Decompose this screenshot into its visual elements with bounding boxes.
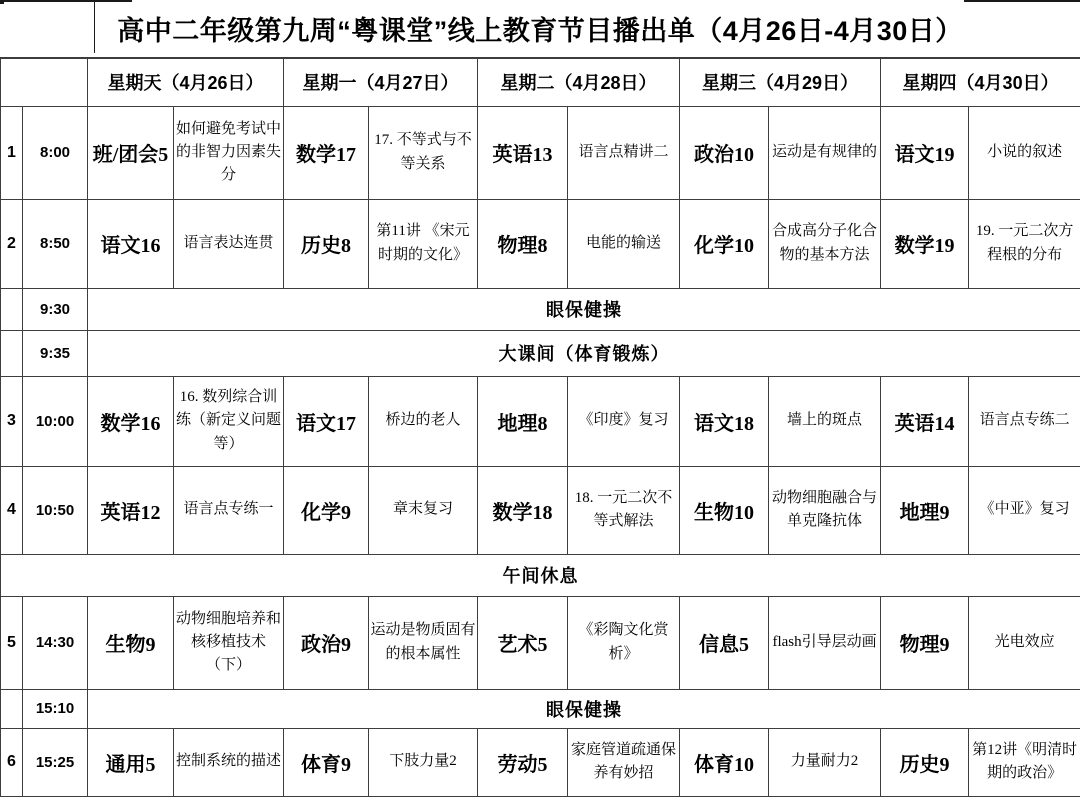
topic-cell: 光电效应 xyxy=(969,596,1080,689)
band-label: 大课间（体育锻炼） xyxy=(88,330,1080,376)
subject-cell: 语文19 xyxy=(881,106,969,199)
subject-cell: 艺术5 xyxy=(478,596,568,689)
subject-cell: 生物10 xyxy=(680,466,769,554)
table-row-period-1 xyxy=(1,106,1080,199)
table-row-eye-exercise-1 xyxy=(1,288,1080,330)
time-cell: 14:30 xyxy=(23,596,88,689)
subject-cell: 数学17 xyxy=(284,106,369,199)
subject-cell: 政治10 xyxy=(680,106,769,199)
period-number: 4 xyxy=(1,466,23,554)
subject-cell: 地理8 xyxy=(478,376,568,466)
subject-cell: 政治9 xyxy=(284,596,369,689)
subject-cell: 数学19 xyxy=(881,199,969,288)
topic-cell: 17. 不等式与不等关系 xyxy=(369,106,478,199)
cut-row-artifact xyxy=(964,0,1080,2)
subject-cell: 通用5 xyxy=(88,728,174,796)
topic-cell: flash引导层动画 xyxy=(769,596,881,689)
subject-cell: 地理9 xyxy=(881,466,969,554)
subject-cell: 劳动5 xyxy=(478,728,568,796)
cut-row-artifact xyxy=(0,0,132,2)
table-row-period-2 xyxy=(1,199,1080,288)
day-header-thursday: 星期四（4月30日） xyxy=(881,58,1080,106)
period-number: 2 xyxy=(1,199,23,288)
schedule-table xyxy=(0,57,1080,797)
period-number: 1 xyxy=(1,106,23,199)
topic-cell: 家庭管道疏通保养有妙招 xyxy=(568,728,680,796)
subject-cell: 数学18 xyxy=(478,466,568,554)
day-header-row xyxy=(1,58,1080,106)
topic-cell: 如何避免考试中的非智力因素失分 xyxy=(174,106,284,199)
subject-cell: 英语12 xyxy=(88,466,174,554)
band-label: 午间休息 xyxy=(1,554,1080,596)
topic-cell: 语言点专练二 xyxy=(969,376,1080,466)
topic-cell: 《印度》复习 xyxy=(568,376,680,466)
day-header-sunday: 星期天（4月26日） xyxy=(88,58,284,106)
day-header-monday: 星期一（4月27日） xyxy=(284,58,478,106)
time-cell: 9:35 xyxy=(23,330,88,376)
topic-cell: 动物细胞融合与单克隆抗体 xyxy=(769,466,881,554)
time-cell: 8:50 xyxy=(23,199,88,288)
subject-cell: 化学10 xyxy=(680,199,769,288)
time-cell: 15:10 xyxy=(23,689,88,728)
time-cell: 9:30 xyxy=(23,288,88,330)
subject-cell: 英语14 xyxy=(881,376,969,466)
subject-cell: 数学16 xyxy=(88,376,174,466)
subject-cell: 语文16 xyxy=(88,199,174,288)
topic-cell: 墙上的斑点 xyxy=(769,376,881,466)
topic-cell: 运动是物质固有的根本属性 xyxy=(369,596,478,689)
topic-cell: 章末复习 xyxy=(369,466,478,554)
topic-cell: 18. 一元二次不等式解法 xyxy=(568,466,680,554)
day-header-tuesday: 星期二（4月28日） xyxy=(478,58,680,106)
band-label: 眼保健操 xyxy=(88,689,1080,728)
period-number xyxy=(1,689,23,728)
topic-cell: 下肢力量2 xyxy=(369,728,478,796)
cut-row-artifact xyxy=(94,0,95,53)
topic-cell: 动物细胞培养和核移植技术（下） xyxy=(174,596,284,689)
time-cell: 10:00 xyxy=(23,376,88,466)
subject-cell: 信息5 xyxy=(680,596,769,689)
subject-cell: 生物9 xyxy=(88,596,174,689)
topic-cell: 合成高分子化合物的基本方法 xyxy=(769,199,881,288)
subject-cell: 物理8 xyxy=(478,199,568,288)
topic-cell: 控制系统的描述 xyxy=(174,728,284,796)
topic-cell: 《彩陶文化赏析》 xyxy=(568,596,680,689)
subject-cell: 化学9 xyxy=(284,466,369,554)
table-row-period-6 xyxy=(1,728,1080,796)
topic-cell: 语言点专练一 xyxy=(174,466,284,554)
topic-cell: 16. 数列综合训练（新定义问题等） xyxy=(174,376,284,466)
topic-cell: 力量耐力2 xyxy=(769,728,881,796)
day-header-wednesday: 星期三（4月29日） xyxy=(680,58,881,106)
subject-cell: 英语13 xyxy=(478,106,568,199)
time-cell: 10:50 xyxy=(23,466,88,554)
subject-cell: 语文18 xyxy=(680,376,769,466)
subject-cell: 体育9 xyxy=(284,728,369,796)
band-label: 眼保健操 xyxy=(88,288,1080,330)
cut-next-row xyxy=(0,797,1080,802)
period-number xyxy=(1,330,23,376)
topic-cell: 小说的叙述 xyxy=(969,106,1080,199)
period-number: 6 xyxy=(1,728,23,796)
topic-cell: 第12讲《明清时期的政治》 xyxy=(969,728,1080,796)
page-title: 高中二年级第九周“粤课堂”线上教育节目播出单（4月26日-4月30日） xyxy=(117,16,963,46)
topic-cell: 桥边的老人 xyxy=(369,376,478,466)
topic-cell: 第11讲 《宋元时期的文化》 xyxy=(369,199,478,288)
topic-cell: 《中亚》复习 xyxy=(969,466,1080,554)
table-row-eye-exercise-2 xyxy=(1,689,1080,728)
period-number: 5 xyxy=(1,596,23,689)
topic-cell: 19. 一元二次方程根的分布 xyxy=(969,199,1080,288)
topic-cell: 语言点精讲二 xyxy=(568,106,680,199)
table-row-period-3 xyxy=(1,376,1080,466)
subject-cell: 语文17 xyxy=(284,376,369,466)
cut-row-artifact xyxy=(0,0,4,4)
corner-cell xyxy=(1,58,88,106)
subject-cell: 历史9 xyxy=(881,728,969,796)
topic-cell: 运动是有规律的 xyxy=(769,106,881,199)
time-cell: 8:00 xyxy=(23,106,88,199)
period-number xyxy=(1,288,23,330)
subject-cell: 物理9 xyxy=(881,596,969,689)
topic-cell: 电能的输送 xyxy=(568,199,680,288)
subject-cell: 体育10 xyxy=(680,728,769,796)
table-row-lunch-break xyxy=(1,554,1080,596)
subject-cell: 历史8 xyxy=(284,199,369,288)
time-cell: 15:25 xyxy=(23,728,88,796)
table-row-recess xyxy=(1,330,1080,376)
subject-cell: 班/团会5 xyxy=(88,106,174,199)
table-row-period-4 xyxy=(1,466,1080,554)
table-row-period-5 xyxy=(1,596,1080,689)
topic-cell: 语言表达连贯 xyxy=(174,199,284,288)
period-number: 3 xyxy=(1,376,23,466)
